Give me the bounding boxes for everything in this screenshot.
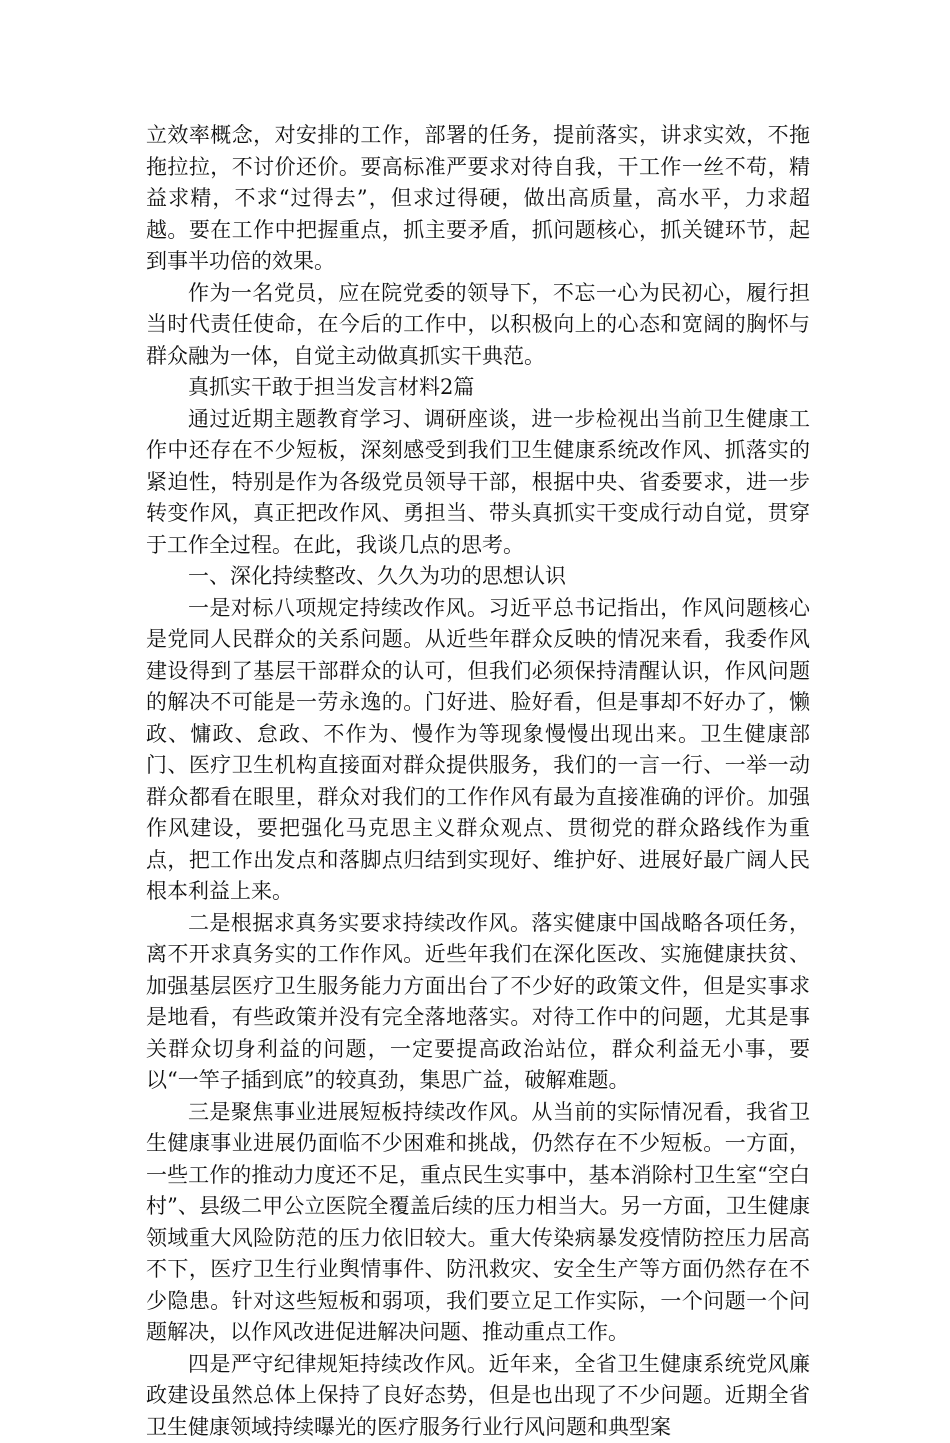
paragraph: 通过近期主题教育学习、调研座谈，进一步检视出当前卫生健康工作中还存在不少短板，深刻感受到我们卫生健康系统改作风、抓落实的紧迫性，特别是作为各级党员领导干部，根据中央、省委要求，进一步转变作风，真正把改作风、勇担当、带头真抓实干变成行动自觉，贯穿于工作全过程。在此，我谈几点的思考。 (146, 404, 810, 562)
section-heading: 一、深化持续整改、久久为功的思想认识 (146, 561, 810, 593)
paragraph: 三是聚焦事业进展短板持续改作风。从当前的实际情况看，我省卫生健康事业进展仍面临不少困难和挑战，仍然存在不少短板。一方面，一些工作的推动力度还不足，重点民生实事中，基本消除村卫生室“空白村”、县级二甲公立医院全覆盖后续的压力相当大。另一方面，卫生健康领域重大风险防范的压力依旧较大。重大传染病暴发疫情防控压力居高不下，医疗卫生行业舆情事件、防汛救灾、安全生产等方面仍然存在不少隐患。针对这些短板和弱项，我们要立足工作实际，一个问题一个问题解决，以作风改进促进解决问题、推动重点工作。 (146, 1097, 810, 1349)
paragraph-continued: 立效率概念，对安排的工作，部署的任务，提前落实，讲求实效，不拖拖拉拉，不讨价还价。要高标准严要求对待自我，干工作一丝不苟，精益求精，不求“过得去”，但求过得硬，做出高质量，高水平，力求超越。要在工作中把握重点，抓主要矛盾，抓问题核心，抓关键环节，起到事半功倍的效果。 (146, 120, 810, 278)
paragraph: 作为一名党员，应在院党委的领导下，不忘一心为民初心，履行担当时代责任使命，在今后的工作中，以积极向上的心态和宽阔的胸怀与群众融为一体，自觉主动做真抓实干典范。 (146, 278, 810, 373)
document-body (146, 120, 810, 1443)
paragraph: 一是对标八项规定持续改作风。习近平总书记指出，作风问题核心是党同人民群众的关系问题。从近些年群众反映的情况来看，我委作风建设得到了基层干部群众的认可，但我们必须保持清醒认识，作风问题的解决不可能是一劳永逸的。门好进、脸好看，但是事却不好办了，懒政、慵政、怠政、不作为、慢作为等现象慢慢出现出来。卫生健康部门、医疗卫生机构直接面对群众提供服务，我们的一言一行、一举一动群众都看在眼里，群众对我们的工作作风有最为直接准确的评价。加强作风建设，要把强化马克思主义群众观点、贯彻党的群众路线作为重点，把工作出发点和落脚点归结到实现好、维护好、进展好最广阔人民根本利益上来。 (146, 593, 810, 908)
paragraph: 二是根据求真务实要求持续改作风。落实健康中国战略各项任务，离不开求真务实的工作作风。近些年我们在深化医改、实施健康扶贫、加强基层医疗卫生服务能力方面出台了不少好的政策文件，但是实事求是地看，有些政策并没有完全落地落实。对待工作中的问题，尤其是事关群众切身利益的问题，一定要提高政治站位，群众利益无小事，要以“一竿子插到底”的较真劲，集思广益，破解难题。 (146, 908, 810, 1097)
paragraph-truncated: 四是严守纪律规矩持续改作风。近年来，全省卫生健康系统党风廉政建设虽然总体上保持了良好态势，但是也出现了不少问题。近期全省卫生健康领域持续曝光的医疗服务行业行风问题和典型案 (146, 1349, 810, 1443)
section-title: 真抓实干敢于担当发言材料2篇 (146, 372, 810, 404)
